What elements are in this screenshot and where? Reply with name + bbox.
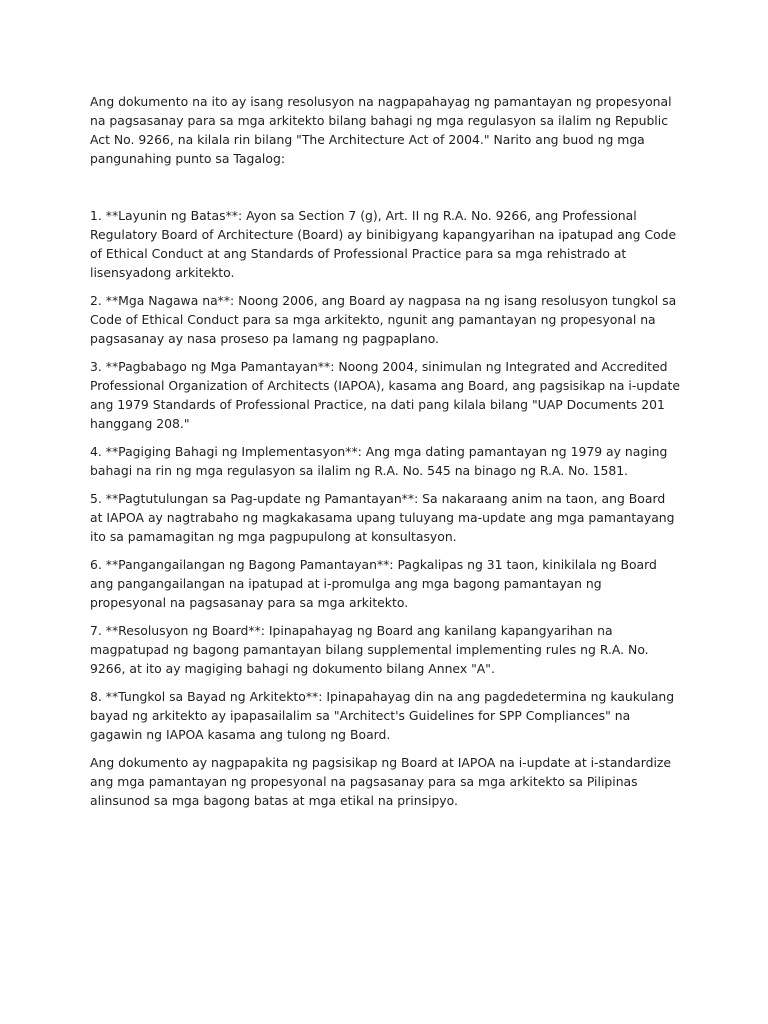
document-body: [90, 92, 680, 810]
point-3: 3. **Pagbabago ng Mga Pamantayan**: Noong 2004, sinimulan ng Integrated and Accredited Professional Organization of Architects (IAPOA), kasama ang Board, ang pagsisikap na i-update ang 1979 Standards of Professional Practice, na dati pang kilala bilang "UAP Documents 201 hanggang 208.": [90, 359, 680, 431]
point-6: 6. **Pangangailangan ng Bagong Pamantayan**: Pagkalipas ng 31 taon, kinikilala ng Board ang pangangailangan na ipatupad at i-promulga ang mga bagong pamantayan ng propesyonal na pagsasanay para sa mga arkitekto.: [90, 557, 657, 610]
point-4: 4. **Pagiging Bahagi ng Implementasyon**: Ang mga dating pamantayan ng 1979 ay naging bahagi na rin ng mga regulasyon sa ilalim ng R.A. No. 545 na binago ng R.A. No. 1581.: [90, 444, 668, 478]
point-7: 7. **Resolusyon ng Board**: Ipinapahayag ng Board ang kanilang kapangyarihan na magpatupad ng bagong pamantayan bilang supplemental implementing rules ng R.A. No. 9266, at ito ay magiging bahagi ng dokumento bilang Annex "A".: [90, 623, 649, 676]
point-1: 1. **Layunin ng Batas**: Ayon sa Section 7 (g), Art. II ng R.A. No. 9266, ang Professional Regulatory Board of Architecture (Board) ay binibigyang kapangyarihan na ipatupad ang Code of Ethical Conduct at ang Standards of Professional Practice para sa mga rehistrado at lisensyadong arkitekto.: [90, 208, 677, 280]
point-2: 2. **Mga Nagawa na**: Noong 2006, ang Board ay nagpasa na ng isang resolusyon tungkol sa Code of Ethical Conduct para sa mga arkitekto, ngunit ang pamantayan ng propesyonal na pagsasanay ay nasa proseso pa lamang ng pagpaplano.: [90, 293, 677, 346]
intro-paragraph: Ang dokumento na ito ay isang resolusyon na nagpapahayag ng pamantayan ng propesyonal na pagsasanay para sa mga arkitekto bilang bahagi ng mga regulasyon sa ilalim ng Republic Act No. 9266, na kilala rin bilang "The Architecture Act of 2004." Narito ang buod ng mga pangunahing punto sa Tagalog:: [90, 94, 672, 166]
closing-paragraph: Ang dokumento ay nagpapakita ng pagsisikap ng Board at IAPOA na i-update at i-standardize ang mga pamantayan ng propesyonal na pagsasanay para sa mga arkitekto sa Pilipinas alinsunod sa mga bagong batas at mga etikal na prinsipyo.: [90, 755, 672, 808]
point-5: 5. **Pagtutulungan sa Pag-update ng Pamantayan**: Sa nakaraang anim na taon, ang Board at IAPOA ay nagtrabaho ng magkakasama upang tuluyang ma-update ang mga pamantayang ito sa pamamagitan ng mga pagpupulong at konsultasyon.: [90, 491, 675, 544]
point-8: 8. **Tungkol sa Bayad ng Arkitekto**: Ipinapahayag din na ang pagdedetermina ng kaukulang bayad ng arkitekto ay ipapasailalim sa "Architect's Guidelines for SPP Compliances" na gagawin ng IAPOA kasama ang tulong ng Board.: [90, 689, 675, 742]
